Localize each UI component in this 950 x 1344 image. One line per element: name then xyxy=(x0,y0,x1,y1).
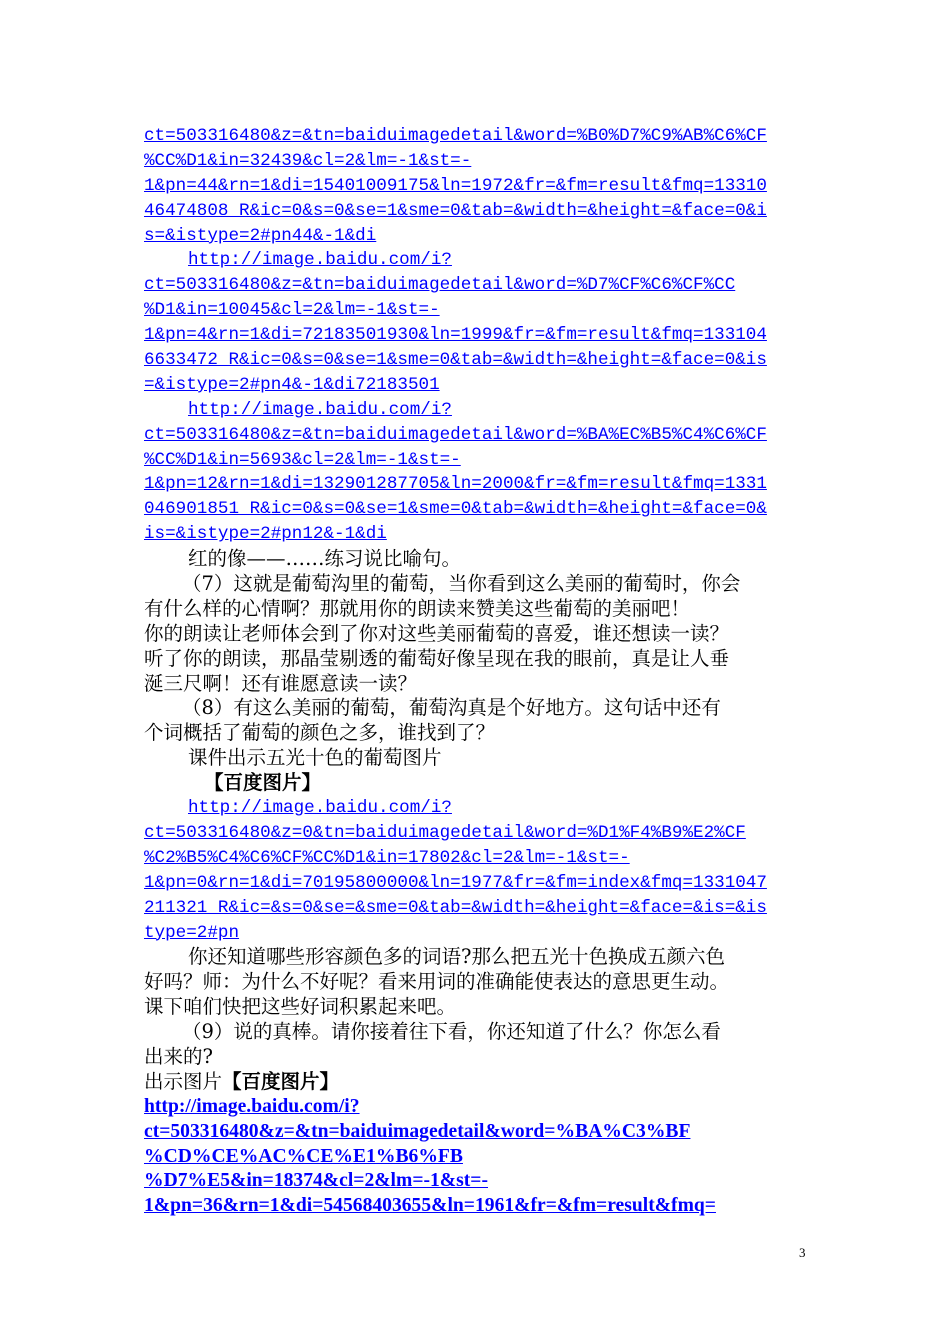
baidu-images-label: 【百度图片】 xyxy=(204,771,322,795)
image-link[interactable]: %CD%CE%AC%CE%E1%B6%FB xyxy=(144,1145,463,1167)
paragraph-7: 有什么样的心情啊？那就用你的朗读来赞美这些葡萄的美丽吧！ xyxy=(144,596,691,620)
courseware-note: 课件出示五光十色的葡萄图片 xyxy=(188,746,442,770)
image-link[interactable]: ct=503316480&z=&tn=baiduimagedetail&word=%D7%CF%C6%CF%CC xyxy=(144,275,736,296)
image-link[interactable]: http://image.baidu.com/i? xyxy=(188,399,452,420)
image-link[interactable]: 1&pn=36&rn=1&di=54568403655&ln=1961&fr=&fm=result&fmq= xyxy=(144,1195,716,1217)
image-link[interactable]: http://image.baidu.com/i? xyxy=(144,1095,360,1117)
show-picture-text: 出示图片 xyxy=(144,1069,223,1093)
paragraph-color-words: 你还知道哪些形容颜色多的词语?那么把五光十色换成五颜六色 xyxy=(188,945,725,969)
image-link[interactable]: %D7%E5&in=18374&cl=2&lm=-1&st=- xyxy=(144,1170,488,1192)
image-link[interactable]: 211321_R&ic=&s=0&se=&sme=0&tab=&width=&height=&face=&is=&is xyxy=(144,897,767,918)
image-link[interactable]: http://image.baidu.com/i? xyxy=(188,250,452,271)
image-link[interactable]: 046901851_R&ic=0&s=0&se=1&sme=0&tab=&width=&height=&face=0& xyxy=(144,499,767,520)
paragraph-simile: 红的像——……练习说比喻句。 xyxy=(188,547,462,571)
image-link[interactable]: ct=503316480&z=0&tn=baiduimagedetail&word=%D1%F4%B9%E2%CF xyxy=(144,822,746,843)
baidu-images-label: 【百度图片】 xyxy=(222,1069,340,1093)
image-link[interactable]: %CC%D1&in=32439&cl=2&lm=-1&st=- xyxy=(144,150,472,171)
paragraph-7: （7）这就是葡萄沟里的葡萄，当你看到这么美丽的葡萄时，你会 xyxy=(182,572,741,596)
image-link[interactable]: ct=503316480&z=&tn=baiduimagedetail&word=%B0%D7%C9%AB%C6%CF xyxy=(144,126,767,146)
paragraph-9: 出来的? xyxy=(144,1044,213,1068)
image-link[interactable]: 46474808_R&ic=0&s=0&se=1&sme=0&tab=&width=&height=&face=0&i xyxy=(144,200,767,221)
document-body xyxy=(144,124,808,1219)
image-link[interactable]: is=&istype=2#pn12&-1&di xyxy=(144,524,387,545)
image-link[interactable]: %D1&in=10045&cl=2&lm=-1&st=- xyxy=(144,300,440,321)
image-link[interactable]: ct=503316480&z=&tn=baiduimagedetail&word=%BA%C3%BF xyxy=(144,1120,691,1142)
show-picture-line xyxy=(144,1070,808,1095)
paragraph-9: （9）说的真棒。请你接着往下看，你还知道了什么？你怎么看 xyxy=(182,1020,721,1044)
image-link[interactable]: %CC%D1&in=5693&cl=2&lm=-1&st=- xyxy=(144,449,461,470)
paragraph-7: 你的朗读让老师体会到了你对这些美丽葡萄的喜爱，谁还想读一读？ xyxy=(144,621,730,645)
image-link[interactable]: =&istype=2#pn4&-1&di72183501 xyxy=(144,374,440,395)
image-link[interactable]: type=2#pn xyxy=(144,922,240,943)
image-link[interactable]: 1&pn=12&rn=1&di=132901287705&ln=2000&fr=&fm=result&fmq=1331 xyxy=(144,474,767,495)
image-link[interactable]: 1&pn=0&rn=1&di=70195800000&ln=1977&fr=&fm=index&fmq=1331047 xyxy=(144,872,767,893)
page-number: 3 xyxy=(799,1245,806,1260)
image-link[interactable]: ct=503316480&z=&tn=baiduimagedetail&word=%BA%EC%B5%C4%C6%CF xyxy=(144,424,767,445)
paragraph-7: 涎三尺啊！还有谁愿意读一读？ xyxy=(144,671,418,695)
paragraph-8: （8）有这么美丽的葡萄，葡萄沟真是个好地方。这句话中还有 xyxy=(182,696,721,720)
paragraph-color-words: 好吗？师：为什么不好呢？看来用词的准确能使表达的意思更生动。 xyxy=(144,970,730,994)
image-link[interactable]: http://image.baidu.com/i? xyxy=(188,798,452,819)
image-link[interactable]: 1&pn=44&rn=1&di=15401009175&ln=1972&fr=&fm=result&fmq=13310 xyxy=(144,175,767,196)
image-link[interactable]: 6633472_R&ic=0&s=0&se=1&sme=0&tab=&width=&height=&face=0&is xyxy=(144,350,767,371)
image-link[interactable]: %C2%B5%C4%C6%CF%CC%D1&in=17802&cl=2&lm=-1&st=- xyxy=(144,847,630,868)
paragraph-color-words: 课下咱们快把这些好词积累起来吧。 xyxy=(144,995,457,1019)
paragraph-8: 个词概括了葡萄的颜色之多，谁找到了？ xyxy=(144,721,496,745)
image-link[interactable]: 1&pn=4&rn=1&di=72183501930&ln=1999&fr=&fm=result&fmq=133104 xyxy=(144,325,767,346)
paragraph-7: 听了你的朗读，那晶莹剔透的葡萄好像呈现在我的眼前，真是让人垂 xyxy=(144,646,730,670)
image-link[interactable]: s=&istype=2#pn44&-1&di xyxy=(144,225,377,246)
